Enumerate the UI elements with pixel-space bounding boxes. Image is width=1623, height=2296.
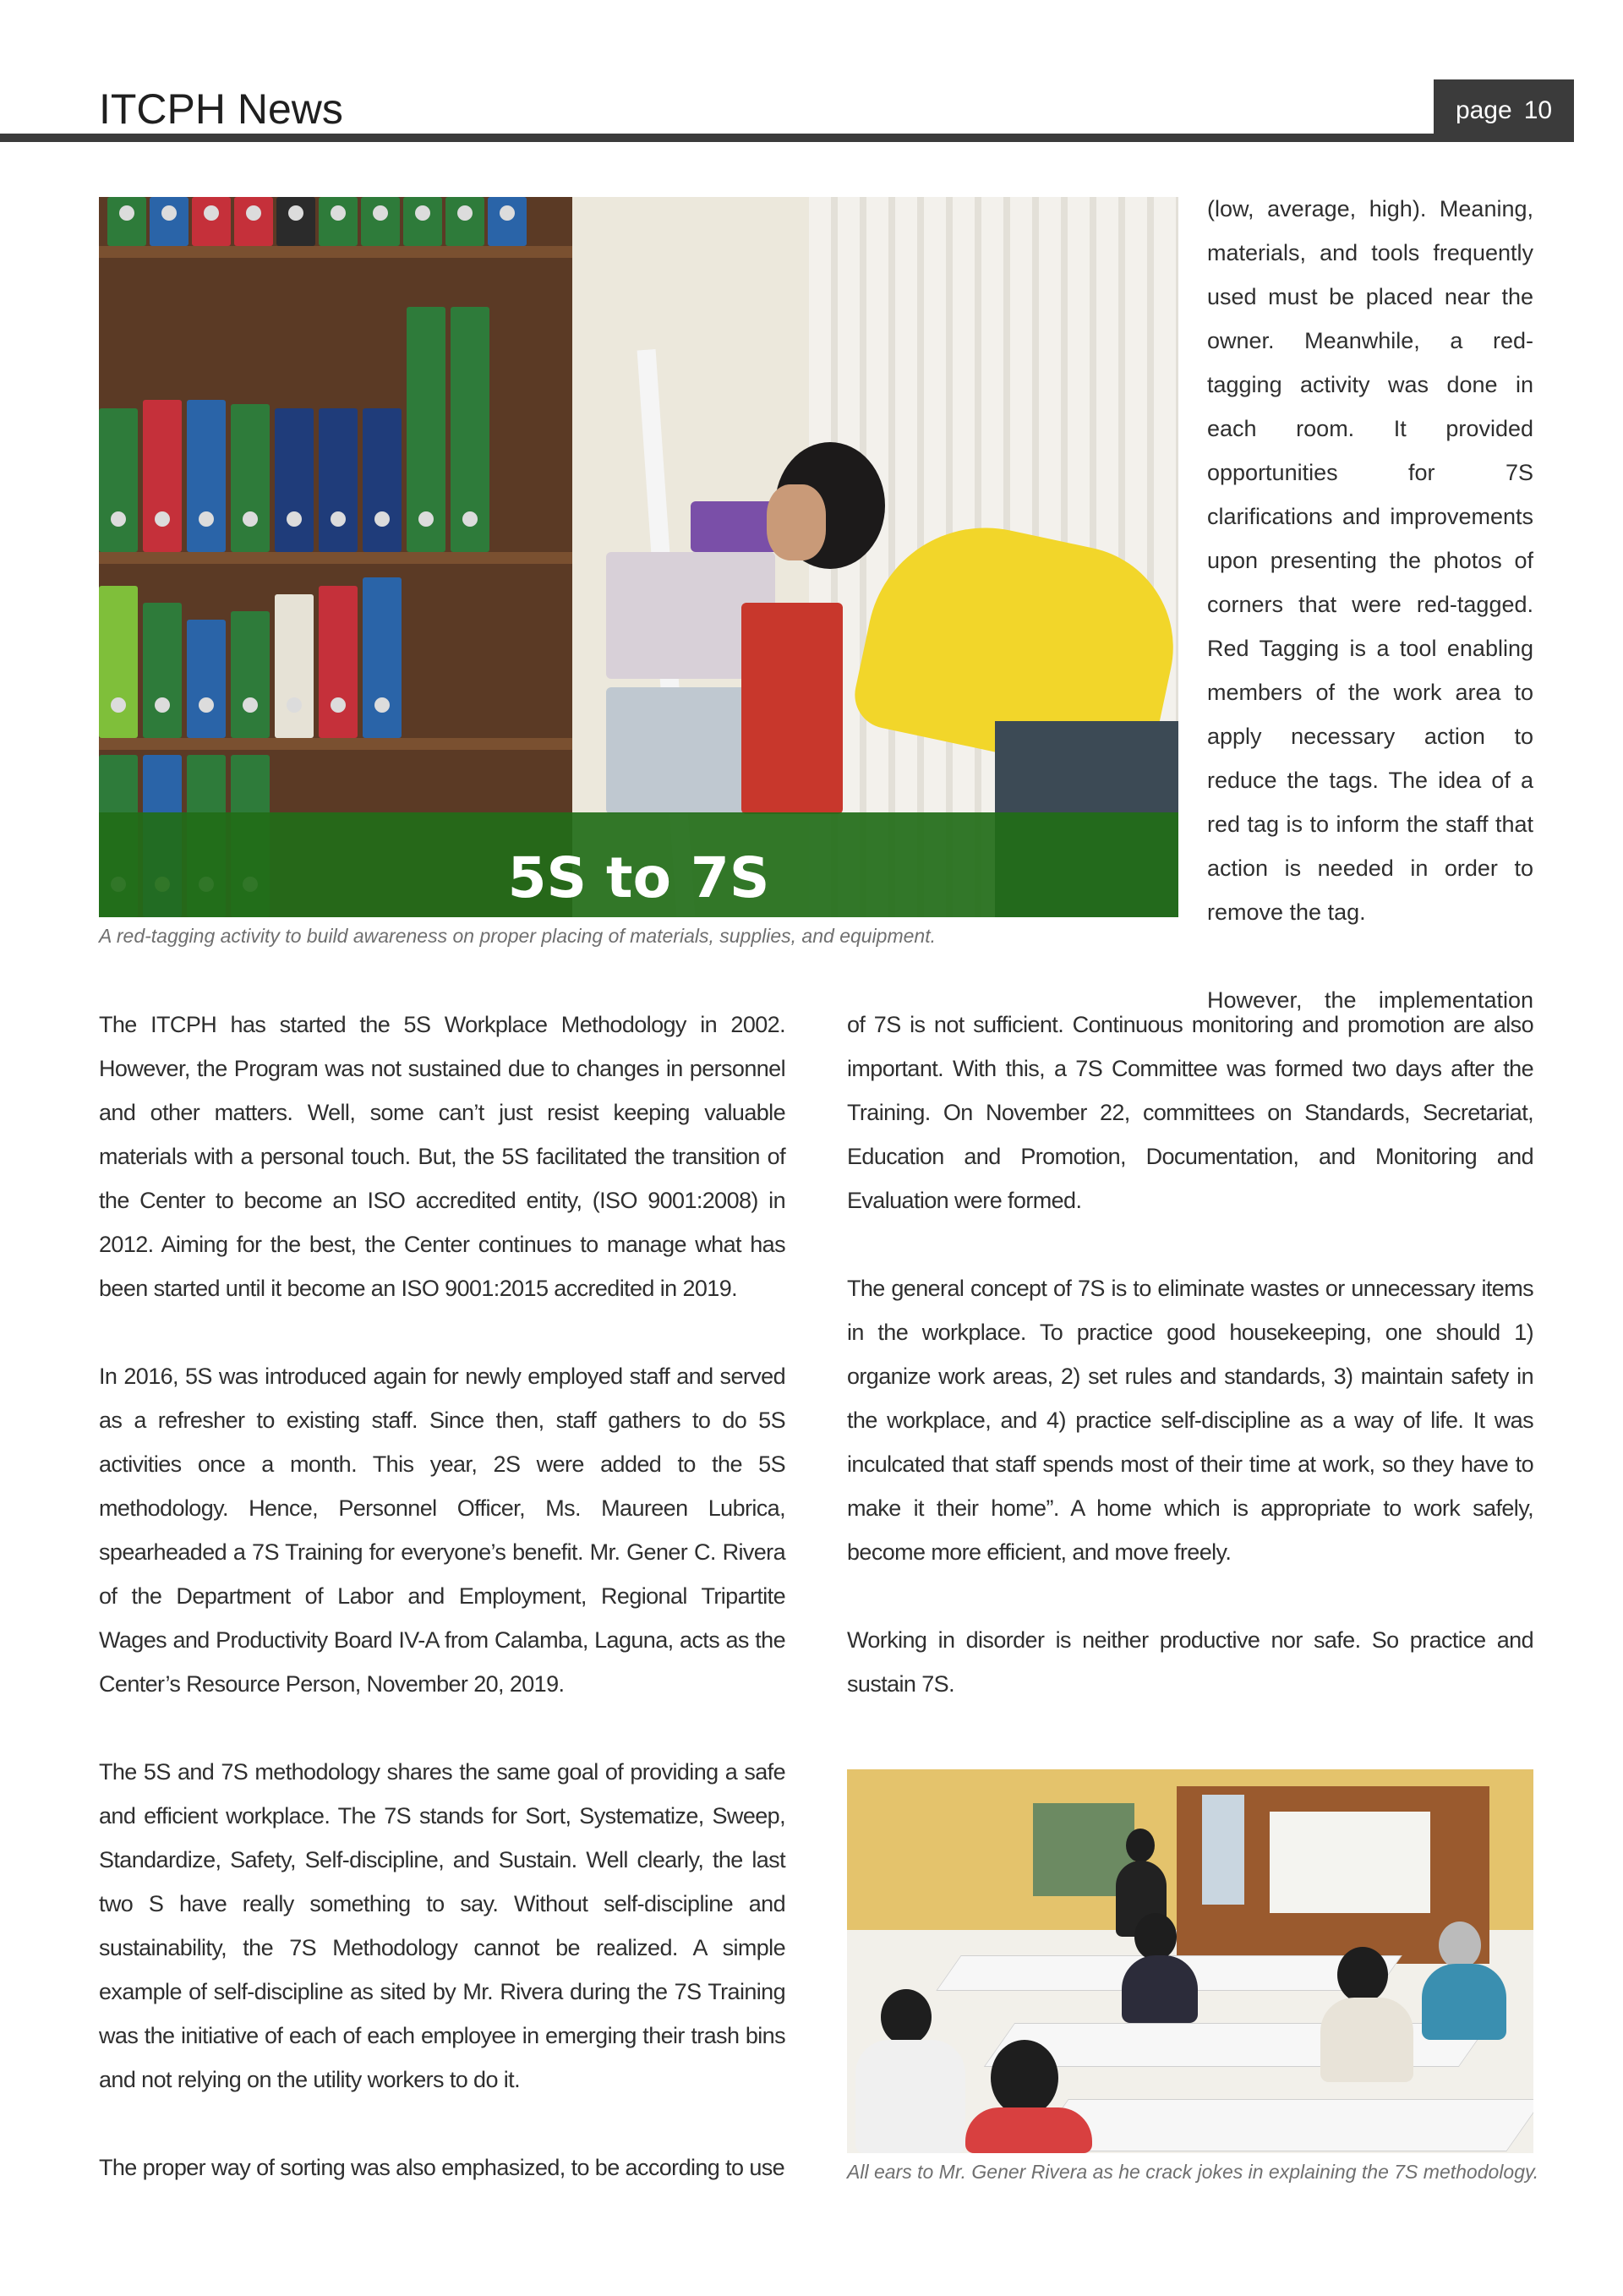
paragraph: The ITCPH has started the 5S Workplace Methodology in 2002. However, the Program was not sustained due to changes in personnel and other matters. Well, some can’t just resist keeping valuable materials with a personal touch. But, the 5S facilitated the transition of the Center to become an ISO accredited entity, (ISO 9001:2008) in 2012. Aiming for the best, the Center continues to manage what has been started until it become an ISO 9001:2015 accredited in 2019. <box>99 1012 785 1301</box>
paragraph: However, the implementation <box>1207 987 1533 1013</box>
paragraph: The proper way of sorting was also emphasized, to be according to use <box>99 2155 785 2180</box>
feature-photo <box>99 197 1178 917</box>
seminar-photo-caption: All ears to Mr. Gener Rivera as he crack jokes in explaining the 7S methodology. <box>847 2161 1539 2183</box>
page-number: 10 <box>1523 96 1553 124</box>
page-label: page <box>1455 96 1512 124</box>
paragraph: Working in disorder is neither productive nor safe. So practice and sustain 7S. <box>847 1627 1533 1697</box>
page-number-badge <box>1434 79 1574 142</box>
right-top-column <box>1207 187 1533 1022</box>
paragraph: The general concept of 7S is to eliminate wastes or unnecessary items in the workplace. To practice good housekeeping, one should 1) organize work areas, 2) set rules and standards, 3) maintain safety in the workplace, and 4) practice self-discipline as a way of life. It was inculcated that staff spends most of their time at work, so they have to make it their home”. A home which is appropriate to work safely, become more efficient, and move freely. <box>847 1276 1533 1565</box>
title-band <box>99 812 1178 917</box>
paragraph: In 2016, 5S was introduced again for newly employed staff and served as a refresher to existing staff. Since then, staff gathers to do 5S activities once a month. This year, 2S were added to the 5S methodology. Hence, Personnel Officer, Ms. Maureen Lubrica, spearheaded a 7S Training for everyone’s benefit. Mr. Gener C. Rivera of the Department of Labor and Employment, Regional Tripartite Wages and Productivity Board IV-A from Calamba, Laguna, acts as the Center’s Resource Person, November 20, 2019. <box>99 1364 785 1697</box>
feature-photo-caption: A red-tagging activity to build awareness on proper placing of materials, supplies, and equipment. <box>99 925 936 947</box>
right-column <box>847 1003 1533 1706</box>
paragraph: The 5S and 7S methodology shares the same goal of providing a safe and efficient workplace. The 7S stands for Sort, Systematize, Sweep, Standardize, Safety, Self-discipline, and Sustain. Well clearly, the last two S have really something to say. Without self-discipline and sustainability, the 7S Methodology cannot be realized. A simple example of self-discipline as sited by Mr. Rivera during the 7S Training was the initiative of each of each employee in emerging their trash bins and not relying on the utility workers to do it. <box>99 1759 785 2092</box>
paragraph: of 7S is not sufficient. Continuous monitoring and promotion are also important. With this, a 7S Committee was formed two days after the Training. On November 22, committees on Standards, Secretariat, Education and Promotion, Documentation, and Monitoring and Evaluation were formed. <box>847 1012 1533 1213</box>
header-rule <box>0 134 1574 142</box>
left-column <box>99 1003 785 2189</box>
seminar-photo <box>847 1769 1533 2153</box>
article-title: 5S to 7S <box>507 845 770 910</box>
paragraph: (low, average, high). Meaning, materials, and tools frequently used must be placed near the owner. Meanwhile, a red-tagging activity was done in each room. It provided opportunities for 7S clarifications and improvements upon presenting the photos of corners that were red-tagged. Red Tagging is a tool enabling members of the work area to apply necessary action to reduce the tags. The idea of a red tag is to inform the staff that action is needed in order to remove the tag. <box>1207 196 1533 925</box>
publication-title: ITCPH News <box>99 85 343 133</box>
